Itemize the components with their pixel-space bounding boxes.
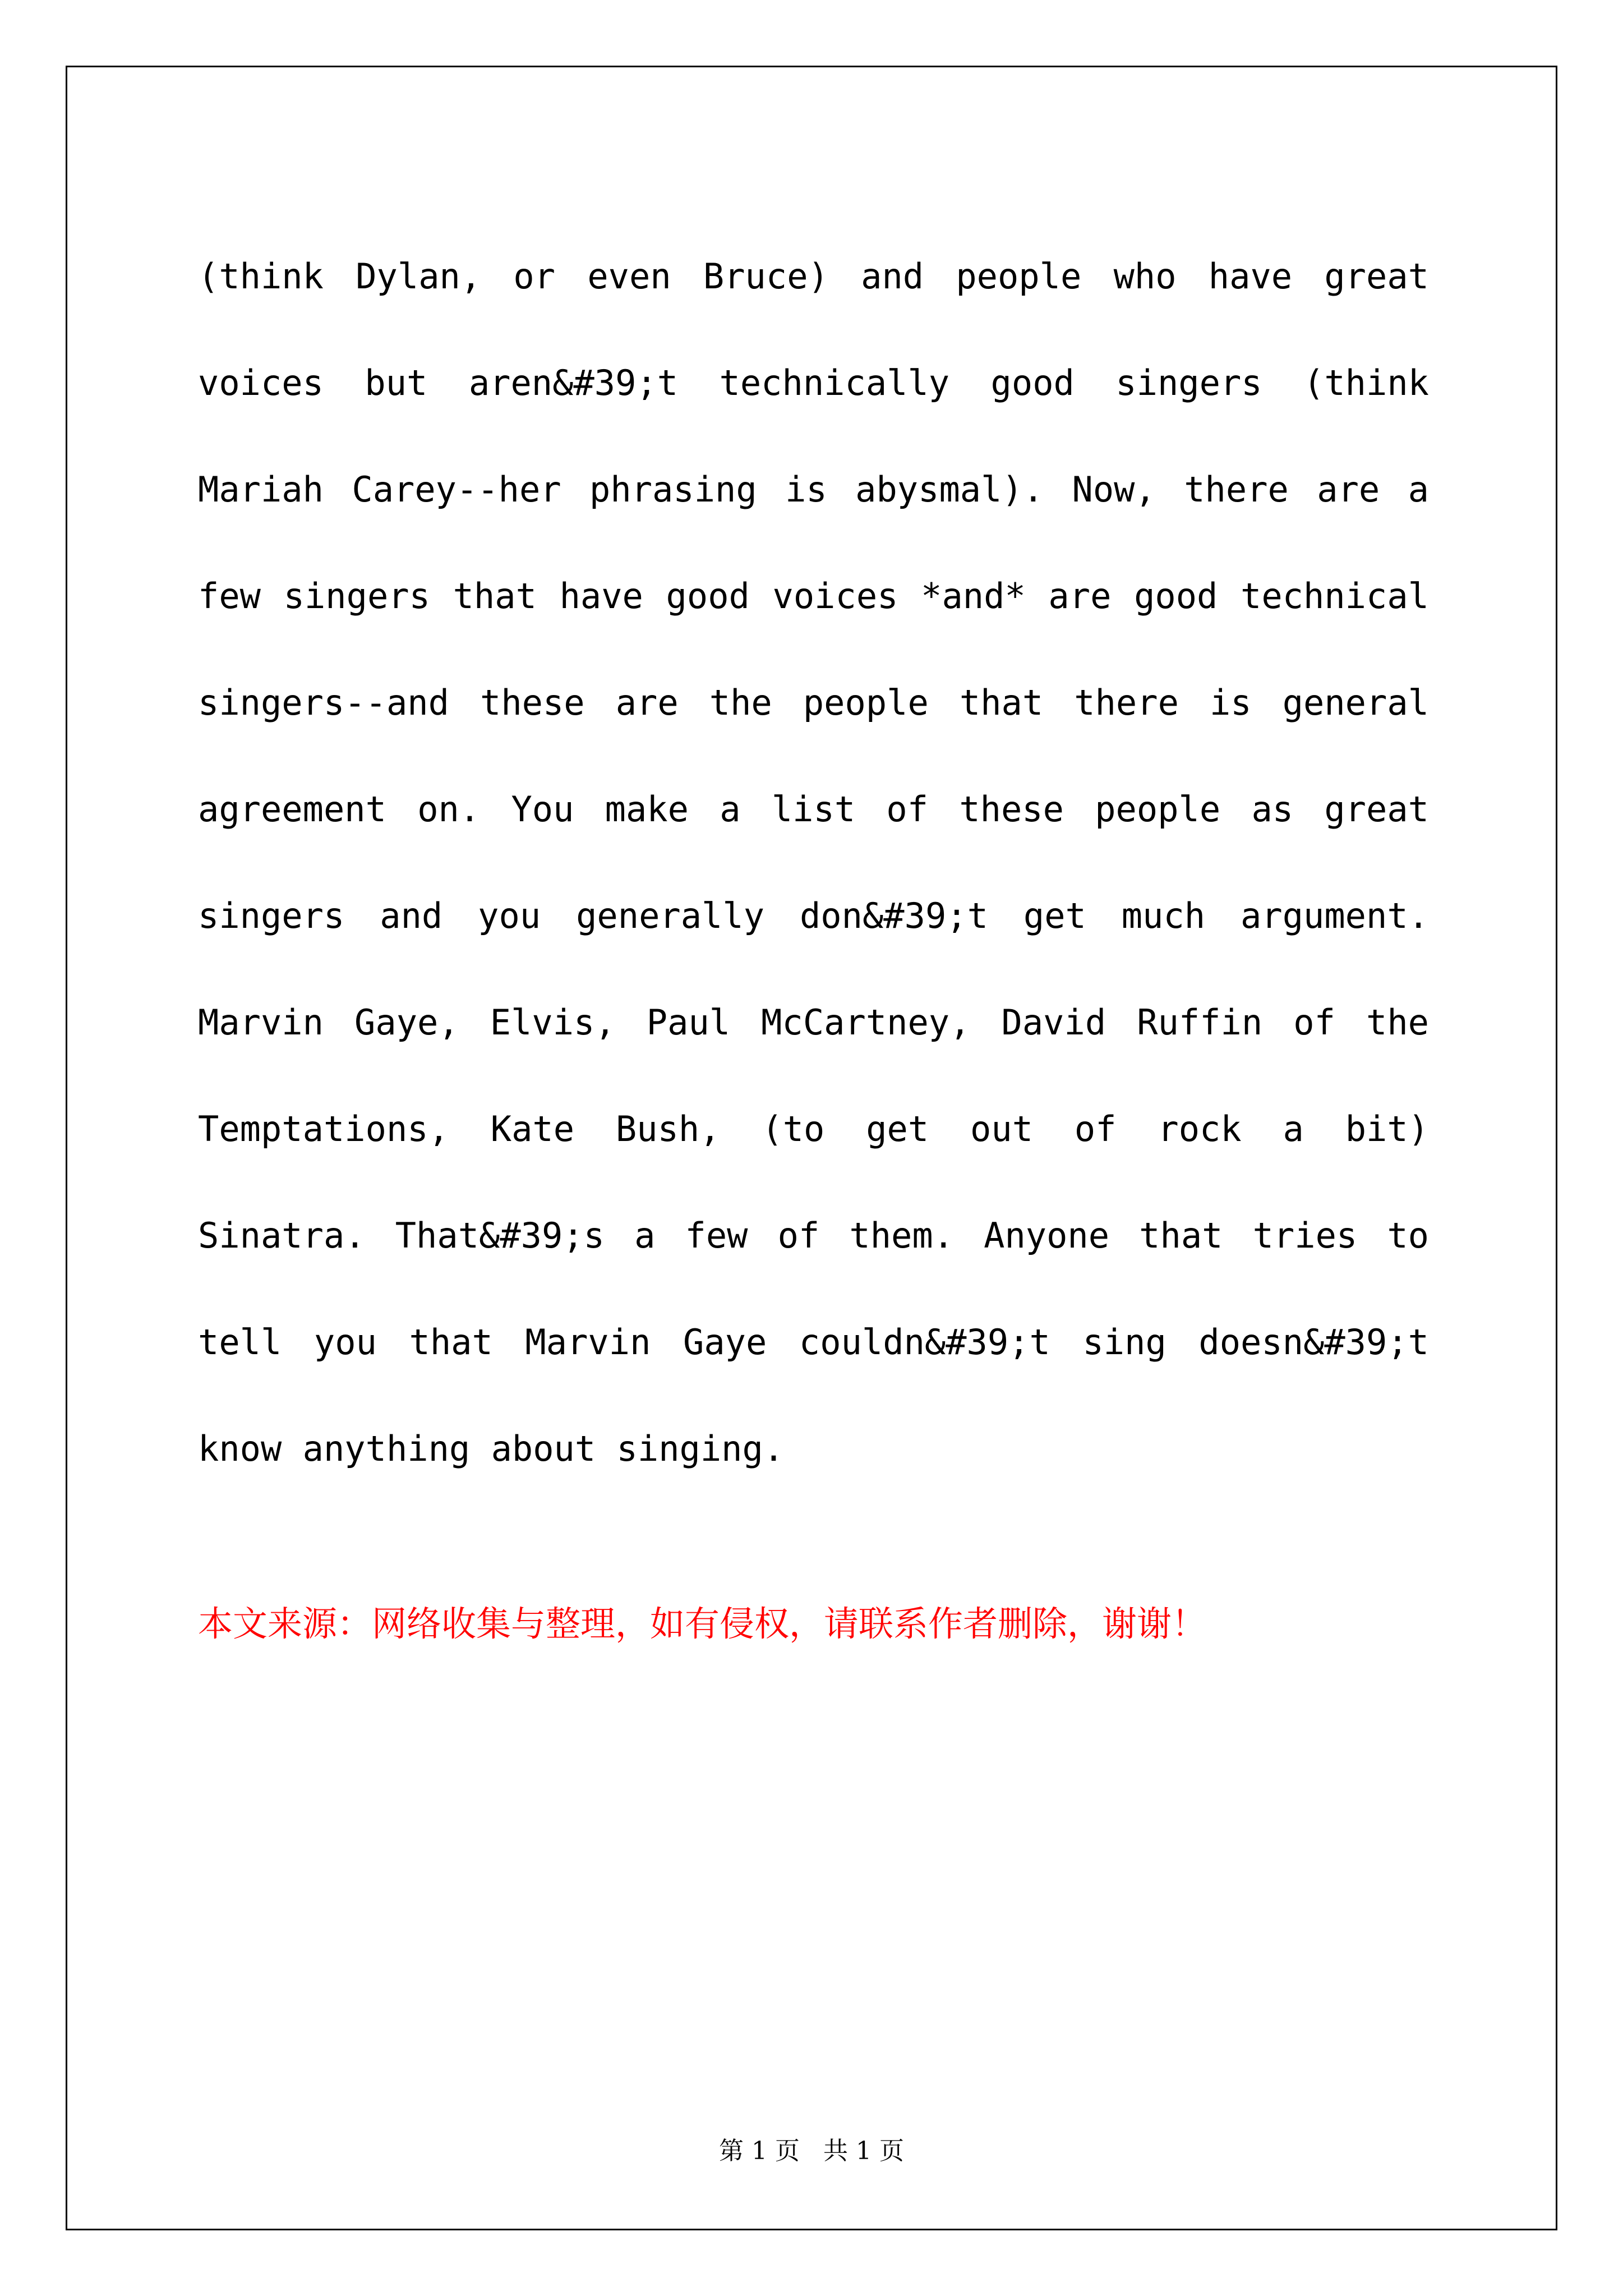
body-paragraph: (think Dylan, or even Bruce) and people who have great voices but aren&#39;t technically good singers (think Mariah Carey--her phrasing is abysmal). Now, there are a few singers that have good voices *and* are good technical singers--and these are the people that there is general agreement on. You make a list of these people as great singers and you generally don&#39;t get much argument. Marvin Gaye, Elvis, Paul McCartney, David Ruffin of the Temptations, Kate Bush, (to get out of rock a bit) Sinatra. That&#39;s a few of them. Anyone that tries to tell you that Marvin Gaye couldn&#39;t sing doesn&#39;t know anything about singing. [198, 256, 1429, 1469]
page-footer: 第 1 页 共 1 页 [719, 2137, 904, 2165]
source-note: 本文来源：网络收集与整理，如有侵权，请联系作者删除，谢谢！ [198, 1603, 1207, 1644]
